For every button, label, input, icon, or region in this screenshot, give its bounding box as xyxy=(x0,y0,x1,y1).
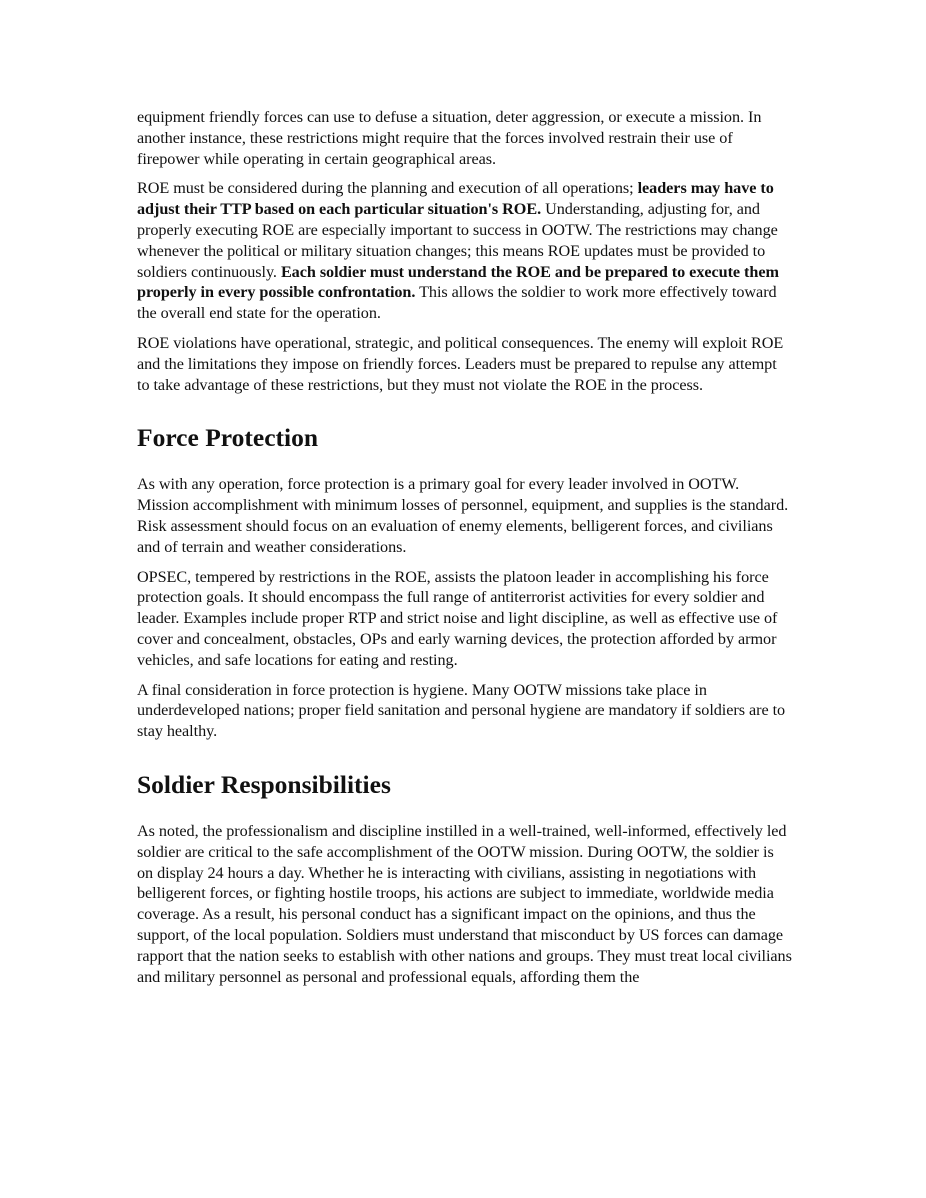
soldier-responsibilities-heading: Soldier Responsibilities xyxy=(137,769,391,799)
force-protection-heading: Force Protection xyxy=(137,423,319,453)
force-protection-paragraph-1: As with any operation, force protection is a primary goal for every leader involved in OOTW. Mission accomplishment with minimum losses of personnel, equipment, and supplies is the standard. Risk assessment should focus on an evaluation of enemy elements, belligerent forces, and civilians and of terrain and weather considerations. xyxy=(137,475,789,556)
roe-p2-text-e: This allows the soldier to work more effectively toward the overall end state for the operation. xyxy=(137,283,777,323)
roe-paragraph-2 xyxy=(137,178,793,324)
document-page xyxy=(137,107,793,996)
roe-p2-text-a: ROE must be considered during the planning and execution of all operations; xyxy=(137,179,638,198)
roe-paragraph-3: ROE violations have operational, strategic, and political consequences. The enemy will exploit ROE and the limitations they impose on friendly forces. Leaders must be prepared to repulse any attempt to take advantage of these restrictions, but they must not violate the ROE in the process. xyxy=(137,333,784,394)
force-protection-paragraph-3: A final consideration in force protection is hygiene. Many OOTW missions take place in underdeveloped nations; proper field sanitation and personal hygiene are mandatory if soldiers are to stay healthy. xyxy=(137,680,786,741)
roe-p2-bold-soldier: Each soldier must understand the ROE and be prepared to execute them properly in every possible confrontation. xyxy=(137,262,779,302)
roe-p2-bold-leaders: leaders may have to adjust their TTP based on each particular situation's ROE. xyxy=(137,179,774,219)
roe-p2-text-c: Understanding, adjusting for, and properly executing ROE are especially important to success in OOTW. The restrictions may change whenever the political or military situation changes; this means ROE updates must be provided to soldiers continuously. xyxy=(137,200,778,281)
soldier-responsibilities-paragraph-1: As noted, the professionalism and discipline instilled in a well-trained, well-informed, effectively led soldier are critical to the safe accomplishment of the OOTW mission. During OOTW, the soldier is on display 24 hours a day. Whether he is interacting with civilians, assisting in negotiations with belligerent forces, or fighting hostile troops, his actions are subject to immediate, worldwide media coverage. As a result, his personal conduct has a significant impact on the opinions, and thus the support, of the local population. Soldiers must understand that misconduct by US forces can damage rapport that the nation seeks to establish with other nations and groups. They must treat local civilians and military personnel as personal and professional equals, affording them the xyxy=(137,821,792,986)
roe-paragraph-1: equipment friendly forces can use to defuse a situation, deter aggression, or execute a mission. In another instance, these restrictions might require that the forces involved restrain their use of firepower while operating in certain geographical areas. xyxy=(137,108,762,168)
force-protection-paragraph-2: OPSEC, tempered by restrictions in the ROE, assists the platoon leader in accomplishing his force protection goals. It should encompass the full range of antiterrorist activities for every soldier and leader. Examples include proper RTP and strict noise and light discipline, as well as effective use of cover and concealment, obstacles, OPs and early warning devices, the protection afforded by armor vehicles, and safe locations for eating and resting. xyxy=(137,567,778,669)
